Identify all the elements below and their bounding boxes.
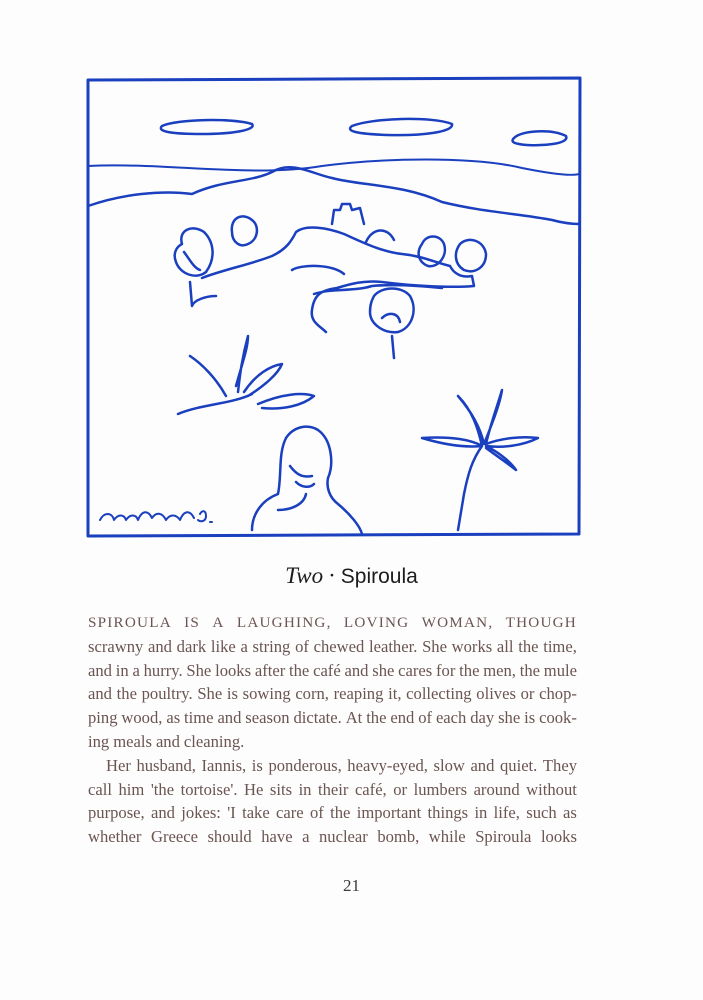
word: ping xyxy=(88,708,118,728)
word: of xyxy=(309,803,324,823)
word: is xyxy=(524,708,536,728)
text-line xyxy=(88,825,577,849)
word: cares xyxy=(398,660,433,680)
word: hurry. xyxy=(143,660,183,680)
word: and xyxy=(344,660,369,680)
word: and xyxy=(88,684,112,704)
word: She xyxy=(186,660,212,680)
word: is xyxy=(226,684,238,704)
word: olives xyxy=(476,684,516,704)
text-line xyxy=(88,706,577,730)
word: LOVING xyxy=(343,614,410,631)
chapter-illustration xyxy=(82,74,584,539)
word: cleaning. xyxy=(183,731,245,751)
word: have xyxy=(261,827,293,847)
word: it, xyxy=(388,684,402,704)
word: Greece xyxy=(150,827,198,847)
word: end xyxy=(390,708,415,728)
word: Her xyxy=(106,755,131,775)
tree-left xyxy=(175,228,216,306)
text-line xyxy=(88,778,577,802)
word: At xyxy=(345,708,363,728)
horizon-line xyxy=(88,160,579,175)
word: of xyxy=(418,708,433,728)
word: the xyxy=(459,660,480,680)
word: Spiroula xyxy=(475,827,532,847)
word: for xyxy=(436,660,456,680)
word: and xyxy=(217,708,242,728)
word: after xyxy=(254,660,286,680)
artist-signature xyxy=(100,511,212,522)
word: They xyxy=(542,755,577,775)
word: time xyxy=(184,708,214,728)
word: should xyxy=(207,827,252,847)
word: of xyxy=(295,636,309,656)
word: is xyxy=(251,755,263,775)
word: the xyxy=(289,660,310,680)
word: jokes: xyxy=(181,803,221,823)
word: ing xyxy=(88,731,110,751)
word: scrawny xyxy=(88,636,144,656)
word: season xyxy=(245,708,290,728)
word: all xyxy=(496,636,514,656)
word: men, xyxy=(483,660,516,680)
word: important xyxy=(356,803,422,823)
word: tortoise'. xyxy=(180,779,238,799)
word: or xyxy=(393,779,408,799)
word: looks xyxy=(540,827,577,847)
word: around xyxy=(473,779,520,799)
paragraph-2 xyxy=(88,754,577,849)
word: and xyxy=(151,803,175,823)
word: each xyxy=(435,708,467,728)
word: She xyxy=(422,636,447,656)
illustration-frame xyxy=(88,78,580,536)
word: café xyxy=(313,660,341,680)
word: 'the xyxy=(150,779,175,799)
tree-foreground xyxy=(370,289,414,359)
word: whether xyxy=(88,827,142,847)
chapter-name: Spiroula xyxy=(340,565,418,588)
cloud-left xyxy=(161,120,253,134)
word: a xyxy=(132,660,140,680)
word: THOUGH xyxy=(505,614,577,631)
word: LAUGHING, xyxy=(236,614,332,631)
word: mule xyxy=(543,660,577,680)
text-line xyxy=(88,754,577,778)
word: him xyxy=(118,779,145,799)
word: She xyxy=(197,684,223,704)
word: in xyxy=(474,803,488,823)
text-line xyxy=(88,659,577,683)
word: meals xyxy=(113,731,152,751)
word: as xyxy=(562,803,577,823)
word: looks xyxy=(215,660,252,680)
word: poultry. xyxy=(141,684,193,704)
woman-figure xyxy=(252,427,362,534)
word: WOMAN, xyxy=(421,614,494,631)
word: in xyxy=(298,779,312,799)
word: SPIROULA xyxy=(88,614,172,631)
word: nuclear xyxy=(318,827,368,847)
word: take xyxy=(242,803,270,823)
text-line xyxy=(88,801,577,825)
paragraph-1 xyxy=(88,611,577,754)
chapter-body xyxy=(88,611,577,849)
word: dictate. xyxy=(293,708,342,728)
word: sowing xyxy=(242,684,291,704)
word: wood, xyxy=(121,708,163,728)
word: chewed xyxy=(313,636,365,656)
word: ponderous, xyxy=(268,755,342,775)
word: without xyxy=(526,779,577,799)
word: as xyxy=(166,708,181,728)
word: string xyxy=(252,636,291,656)
word: and xyxy=(148,636,172,656)
word: IS xyxy=(184,614,201,631)
word: the xyxy=(330,803,351,823)
chapter-title xyxy=(0,563,703,589)
word: bomb, xyxy=(377,827,420,847)
word: while xyxy=(428,827,466,847)
word: He xyxy=(244,779,264,799)
word: husband, xyxy=(136,755,196,775)
word: the xyxy=(518,636,539,656)
text-line xyxy=(88,611,577,635)
word: she xyxy=(498,708,521,728)
cloud-middle xyxy=(350,119,452,135)
grass-tuft xyxy=(178,336,314,414)
word: café, xyxy=(354,779,387,799)
word: heavy-eyed, xyxy=(347,755,428,775)
chapter-separator: · xyxy=(328,563,336,588)
word: the xyxy=(519,660,540,680)
word: life, xyxy=(493,803,520,823)
word: A xyxy=(212,614,225,631)
word: quiet. xyxy=(499,755,538,775)
word: slow xyxy=(433,755,465,775)
word: purpose, xyxy=(88,803,145,823)
castle xyxy=(332,204,394,242)
word: things xyxy=(427,803,469,823)
word: their xyxy=(318,779,349,799)
word: day xyxy=(470,708,495,728)
word: 'I xyxy=(227,803,236,823)
word: works xyxy=(451,636,493,656)
word: cook- xyxy=(539,708,577,728)
word: sits xyxy=(269,779,293,799)
word: a xyxy=(240,636,248,656)
word: call xyxy=(88,779,112,799)
tree-right-b xyxy=(456,240,486,271)
word: corn, xyxy=(295,684,329,704)
text-line xyxy=(88,682,577,706)
cloud-right xyxy=(513,131,567,145)
word: Iannis, xyxy=(201,755,247,775)
word: and xyxy=(470,755,495,775)
page-number: 21 xyxy=(343,876,360,895)
word: time, xyxy=(543,636,577,656)
word: like xyxy=(210,636,236,656)
word: the xyxy=(366,708,387,728)
word: care xyxy=(276,803,304,823)
village-wall xyxy=(202,228,474,332)
tree-center xyxy=(232,216,257,245)
word: dark xyxy=(176,636,207,656)
word: such xyxy=(526,803,557,823)
word: the xyxy=(116,684,137,704)
word: a xyxy=(302,827,310,847)
word: and xyxy=(155,731,180,751)
chapter-number: Two xyxy=(285,563,324,588)
word: lumbers xyxy=(413,779,468,799)
word: collecting xyxy=(406,684,472,704)
text-line xyxy=(88,730,577,754)
word: or xyxy=(520,684,535,704)
word: and xyxy=(88,660,112,680)
word: chop- xyxy=(539,684,577,704)
word: leather. xyxy=(368,636,418,656)
palm-plant xyxy=(422,390,538,530)
text-line xyxy=(88,635,577,659)
word: in xyxy=(115,660,129,680)
word: she xyxy=(372,660,395,680)
word: reaping xyxy=(333,684,384,704)
